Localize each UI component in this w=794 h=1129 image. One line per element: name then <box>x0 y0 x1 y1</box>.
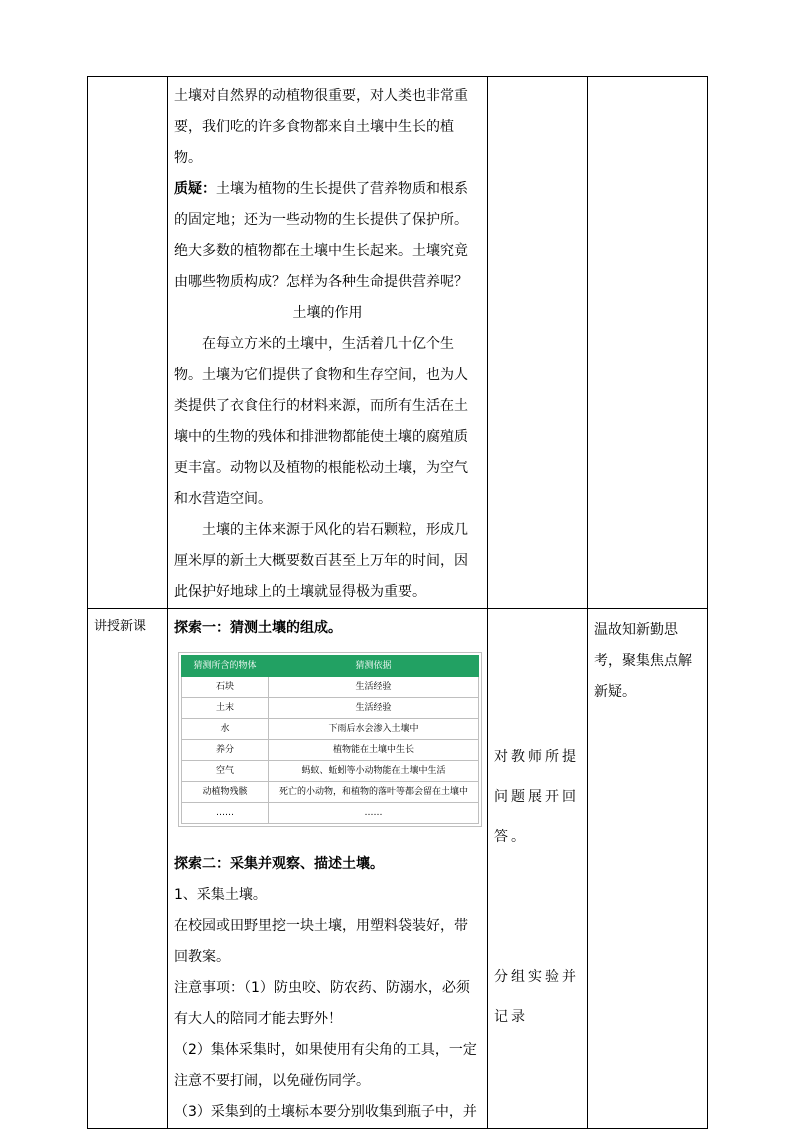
student-activity-cell <box>488 77 588 609</box>
design-intent-cell <box>588 77 708 609</box>
table-row <box>182 761 479 782</box>
table-cell: 生活经验 <box>269 698 479 719</box>
explore-1-title: 探索一：猜测土壤的组成。 <box>174 620 342 636</box>
lesson-plan-table <box>87 76 708 1129</box>
step-1-title: 1、采集土壤。 <box>174 887 267 903</box>
table-cell: 土末 <box>182 698 269 719</box>
section-heading: 土壤的作用 <box>292 305 363 321</box>
table-cell: 死亡的小动物，和植物的落叶等都会留在土壤中 <box>269 782 479 803</box>
table-row <box>182 677 479 698</box>
table-cell: 植物能在土壤中生长 <box>269 740 479 761</box>
table-row <box>182 803 479 824</box>
paragraph-body-1: 在每立方米的土壤中，生活着几十亿个生物。土壤为它们提供了食物和生存空间，也为人类提供了衣食住行的材料来源，而所有生活在土壤中的生物的残体和排泄物都能使土壤的腐殖质更丰富。动物以及植物的根能松动土壤，为空气和水营造空间。 <box>174 336 468 507</box>
table-cell: 蚂蚁、蚯蚓等小动物能在土壤中生活 <box>269 761 479 782</box>
table-cell: …… <box>269 803 479 824</box>
table-row <box>182 698 479 719</box>
header-cell: 猜测所含的物体 <box>182 656 269 677</box>
guess-table <box>181 655 479 824</box>
table-row <box>88 77 708 609</box>
table-cell: 石块 <box>182 677 269 698</box>
table-row <box>182 782 479 803</box>
content-cell <box>168 609 488 1129</box>
notes-1: 注意事项：（1）防虫咬、防农药、防溺水，必须有大人的陪同才能去野外！ <box>174 980 470 1027</box>
guess-table-header <box>182 656 479 677</box>
section-label: 讲授新课 <box>94 619 147 634</box>
table-cell: 空气 <box>182 761 269 782</box>
lesson-plan-page <box>87 76 707 1120</box>
table-row <box>182 740 479 761</box>
question-lead: 质疑： <box>174 181 216 197</box>
section-cell <box>88 77 168 609</box>
table-cell: 生活经验 <box>269 677 479 698</box>
table-cell: 动植物残骸 <box>182 782 269 803</box>
student-answer: 对教师所提问题展开回答。 <box>494 749 579 845</box>
section-cell <box>88 609 168 1129</box>
table-cell: 水 <box>182 719 269 740</box>
step-1-text: 在校园或田野里挖一块土壤，用塑料袋装好，带回教案。 <box>174 918 468 965</box>
header-cell: 猜测依据 <box>269 656 479 677</box>
paragraph-soil-importance: 土壤对自然界的动植物很重要，对人类也非常重要，我们吃的许多食物都来自土壤中生长的植物。 <box>174 88 468 166</box>
student-experiment: 分组实验并记录 <box>494 969 579 1025</box>
student-activity-cell <box>488 609 588 1129</box>
table-cell: 下雨后水会渗入土壤中 <box>269 719 479 740</box>
content-cell <box>168 77 488 609</box>
notes-2: （2）集体采集时，如果使用有尖角的工具，一定注意不要打闹，以免碰伤同学。 <box>174 1042 477 1089</box>
table-cell: …… <box>182 803 269 824</box>
paragraph-body-2: 土壤的主体来源于风化的岩石颗粒，形成几厘米厚的新土大概要数百甚至上万年的时间，因此保护好地球上的土壤就显得极为重要。 <box>174 522 468 600</box>
notes-3: （3）采集到的土壤标本要分别收集到瓶子中，并 <box>174 1104 477 1120</box>
table-row <box>182 719 479 740</box>
paragraph-question: 质疑：土壤为植物的生长提供了营养物质和根系的固定地；还为一些动物的生长提供了保护所。绝大多数的植物都在土壤中生长起来。土壤究竟由哪些物质构成？怎样为各种生命提供营养呢？ <box>174 181 468 290</box>
design-intent-cell <box>588 609 708 1129</box>
table-row <box>88 609 708 1129</box>
guess-table-frame <box>178 652 482 827</box>
explore-2-title: 探索二：采集并观察、描述土壤。 <box>174 856 384 872</box>
table-cell: 养分 <box>182 740 269 761</box>
design-intent-text: 温故知新勤思考，聚集焦点解新疑。 <box>594 622 692 700</box>
